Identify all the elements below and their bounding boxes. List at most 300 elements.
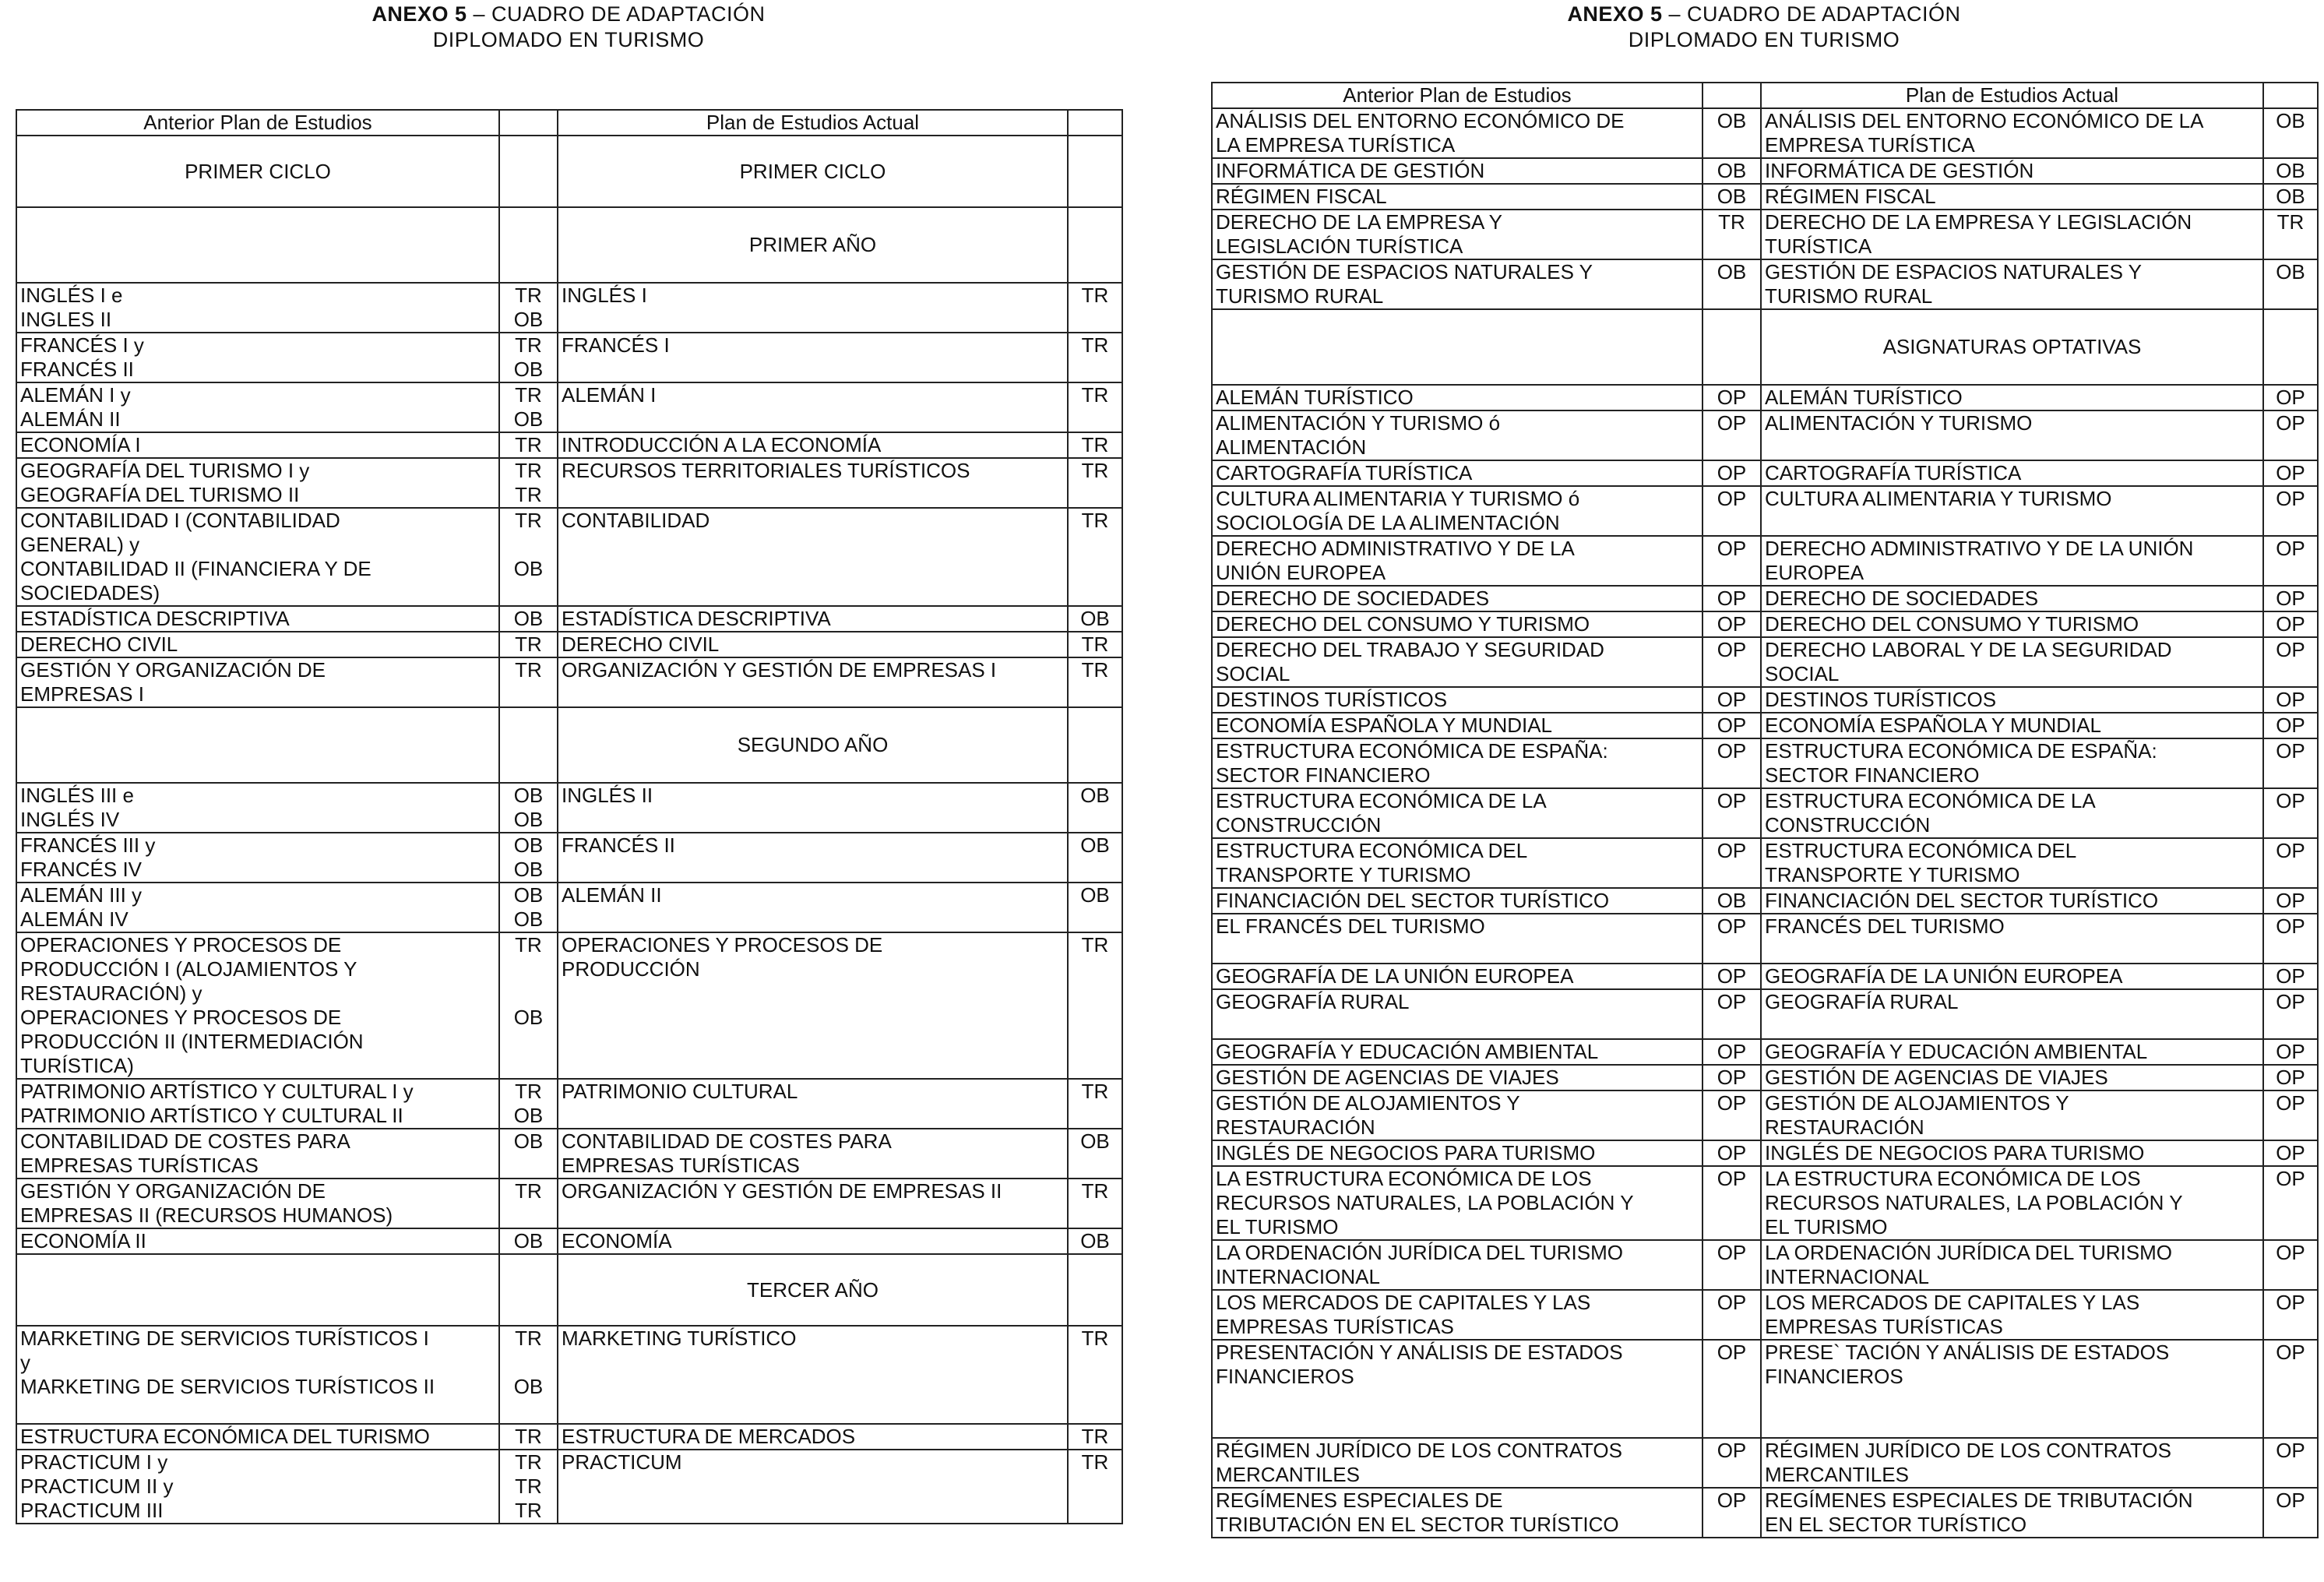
cell-line: FINANCIEROS xyxy=(1216,1365,1354,1388)
cell-line: ALEMÁN I y xyxy=(20,383,131,407)
old-code-cell xyxy=(1703,1290,1761,1340)
cell-line: TR xyxy=(515,509,542,532)
cell-line: SECTOR FINANCIERO xyxy=(1216,763,1431,787)
old-code-cell xyxy=(1703,385,1761,410)
table-row xyxy=(1212,536,2318,586)
cell-line: DERECHO ADMINISTRATIVO Y DE LA xyxy=(1216,537,1575,560)
cell-line: EL FRANCÉS DEL TURISMO xyxy=(1216,914,1485,938)
cell-line: REGÍMENES ESPECIALES DE xyxy=(1216,1489,1503,1512)
cell-line: GESTIÓN Y ORGANIZACIÓN DE xyxy=(20,658,326,682)
cell-line: OP xyxy=(1717,990,1747,1013)
old-code-cell xyxy=(499,1326,558,1424)
new-subject-cell xyxy=(1761,1065,2263,1090)
old-code-cell xyxy=(1703,989,1761,1039)
new-subject-cell xyxy=(1761,385,2263,410)
new-code-cell: OP xyxy=(2263,738,2318,788)
cell-line: CONTABILIDAD DE COSTES PARA xyxy=(562,1129,892,1153)
table-row xyxy=(16,657,1122,707)
old-subject-cell xyxy=(1212,637,1703,687)
section-row xyxy=(16,707,1122,783)
cell-line: OP xyxy=(1717,587,1747,610)
right-title-rest: – CUADRO DE ADAPTACIÓN xyxy=(1662,2,1961,26)
old-code-cell xyxy=(1703,687,1761,713)
old-code-cell xyxy=(1703,637,1761,687)
old-subject-cell xyxy=(1212,460,1703,486)
cell-line xyxy=(502,981,555,1006)
old-subject-cell xyxy=(1212,486,1703,536)
new-code-cell: OP xyxy=(2263,410,2318,460)
new-subject-cell xyxy=(1761,184,2263,210)
cell-line: SOCIEDADES) xyxy=(20,581,160,604)
cell-line: OP xyxy=(1717,964,1747,988)
cell-line: PRODUCCIÓN II (INTERMEDIACIÓN xyxy=(20,1030,364,1053)
cell-line: SOCIOLOGÍA DE LA ALIMENTACIÓN xyxy=(1216,511,1560,534)
cell-line: DERECHO DEL CONSUMO Y TURISMO xyxy=(1765,612,2139,636)
new-code-cell: TR xyxy=(1068,657,1122,707)
new-code-cell: OP xyxy=(2263,637,2318,687)
cell-line: OB xyxy=(513,607,544,630)
cell-line: OB xyxy=(513,1229,544,1253)
cell-line: EUROPEA xyxy=(1765,561,1864,584)
cell-line: GEOGRAFÍA DE LA UNIÓN EUROPEA xyxy=(1765,964,2123,988)
old-code-cell xyxy=(1703,460,1761,486)
cell-line: ESTADÍSTICA DESCRIPTIVA xyxy=(562,607,831,630)
cell-line: EMPRESAS TURÍSTICAS xyxy=(1765,1315,2003,1338)
cell-line: TRANSPORTE Y TURISMO xyxy=(1765,863,2020,886)
cell-line: LOS MERCADOS DE CAPITALES Y LAS xyxy=(1765,1291,2140,1314)
table-row xyxy=(16,783,1122,833)
cell-line: PRODUCCIÓN I (ALOJAMIENTOS Y xyxy=(20,957,357,981)
new-subject-cell xyxy=(558,458,1068,508)
cell-line: ALEMÁN III y xyxy=(20,883,143,907)
new-subject-cell xyxy=(558,606,1068,632)
cell-line: CONTABILIDAD xyxy=(562,509,710,532)
new-code-cell: OB xyxy=(1068,1129,1122,1179)
old-subject-cell xyxy=(1212,738,1703,788)
cell-line: INGLÉS IV xyxy=(20,808,120,831)
old-code-cell xyxy=(1703,914,1761,964)
new-code-cell: OP xyxy=(2263,687,2318,713)
new-subject-cell xyxy=(558,1228,1068,1254)
cell-line: LA EMPRESA TURÍSTICA xyxy=(1216,133,1456,157)
old-code-cell xyxy=(1703,1039,1761,1065)
cell-line xyxy=(502,1030,555,1054)
cell-line: LEGISLACIÓN TURÍSTICA xyxy=(1216,234,1463,258)
cell-line: FRANCÉS III y xyxy=(20,833,156,857)
cell-line: RECURSOS NATURALES, LA POBLACIÓN Y xyxy=(1765,1191,2183,1214)
cell-line: FINANCIACIÓN DEL SECTOR TURÍSTICO xyxy=(1765,889,2159,912)
cell-line xyxy=(20,1399,495,1423)
cell-line: ALEMÁN TURÍSTICO xyxy=(1216,386,1414,409)
cell-line: TURÍSTICA xyxy=(1765,234,1872,258)
new-code-cell: OP xyxy=(2263,1438,2318,1488)
cell-line: ECONOMÍA xyxy=(562,1229,672,1253)
old-subject-cell xyxy=(1212,1039,1703,1065)
old-subject-cell xyxy=(16,1326,499,1424)
new-subject-cell xyxy=(558,333,1068,382)
cell-line: REGÍMENES ESPECIALES DE TRIBUTACIÓN xyxy=(1765,1489,2193,1512)
cell-line: TR xyxy=(515,459,542,482)
old-code-cell xyxy=(1703,1090,1761,1140)
cell-line: CULTURA ALIMENTARIA Y TURISMO ó xyxy=(1216,487,1580,510)
old-code-cell xyxy=(1703,1140,1761,1166)
old-subject-cell xyxy=(16,632,499,657)
section-row xyxy=(16,1254,1122,1326)
old-subject-cell xyxy=(16,333,499,382)
cell-line: ESTRUCTURA ECONÓMICA DEL TURISMO xyxy=(20,1425,430,1448)
cell-line: OP xyxy=(1717,914,1747,938)
cell-line: RÉGIMEN FISCAL xyxy=(1765,185,1936,208)
header-row xyxy=(16,110,1122,136)
old-code-cell xyxy=(499,632,558,657)
old-code-cell xyxy=(1703,210,1761,259)
cell-line: OB xyxy=(513,358,544,381)
new-code-cell: OP xyxy=(2263,989,2318,1039)
new-subject-cell xyxy=(1761,108,2263,158)
new-code-cell: TR xyxy=(1068,508,1122,606)
table-row xyxy=(1212,637,2318,687)
cell-line: OP xyxy=(1717,411,1747,435)
table-row xyxy=(1212,460,2318,486)
old-code-cell xyxy=(1703,611,1761,637)
cell-line: DERECHO DEL CONSUMO Y TURISMO xyxy=(1216,612,1590,636)
new-code-cell: OB xyxy=(1068,606,1122,632)
cell-line: PATRIMONIO ARTÍSTICO Y CULTURAL II xyxy=(20,1104,403,1127)
table-row xyxy=(16,632,1122,657)
cell-line: ALEMÁN II xyxy=(20,407,121,431)
left-title-rest: – CUADRO DE ADAPTACIÓN xyxy=(467,2,766,26)
section-old xyxy=(16,207,499,283)
cell-line: OP xyxy=(1717,739,1747,763)
new-subject-cell xyxy=(1761,486,2263,536)
header-new-plan: Plan de Estudios Actual xyxy=(558,110,1068,136)
cell-line: GESTIÓN DE ALOJAMIENTOS Y xyxy=(1216,1091,1520,1115)
cell-line: OP xyxy=(1717,1040,1747,1063)
old-code-cell xyxy=(499,508,558,606)
cell-line xyxy=(502,1399,555,1423)
table-row xyxy=(1212,687,2318,713)
cell-line: TRIBUTACIÓN EN EL SECTOR TURÍSTICO xyxy=(1216,1513,1619,1536)
new-code-cell: TR xyxy=(1068,932,1122,1079)
cell-line: CONTABILIDAD II (FINANCIERA Y DE xyxy=(20,557,371,580)
new-subject-cell xyxy=(1761,259,2263,309)
old-code-cell xyxy=(1703,184,1761,210)
table-row xyxy=(16,606,1122,632)
cell-line: ESTRUCTURA ECONÓMICA DE ESPAÑA: xyxy=(1765,739,2157,763)
cell-line: y xyxy=(20,1351,30,1374)
table-row xyxy=(16,432,1122,458)
old-code-cell xyxy=(1703,1438,1761,1488)
cell-line: OB xyxy=(513,1104,544,1127)
new-subject-cell xyxy=(1761,888,2263,914)
new-code-cell: TR xyxy=(1068,458,1122,508)
new-subject-cell xyxy=(558,1179,1068,1228)
cell-line: UNIÓN EUROPEA xyxy=(1216,561,1386,584)
section-old xyxy=(16,1254,499,1326)
new-code-cell: OP xyxy=(2263,536,2318,586)
new-subject-cell xyxy=(558,1079,1068,1129)
cell-line: DERECHO CIVIL xyxy=(20,632,178,656)
old-subject-cell xyxy=(16,1179,499,1228)
new-code-cell: OB xyxy=(1068,1228,1122,1254)
section-new-code xyxy=(1068,1254,1122,1326)
cell-line: ECONOMÍA ESPAÑOLA Y MUNDIAL xyxy=(1216,713,1553,737)
old-code-cell xyxy=(1703,1166,1761,1240)
cell-line: PRESENTACIÓN Y ANÁLISIS DE ESTADOS xyxy=(1216,1341,1623,1364)
section-new: PRIMER CICLO xyxy=(558,136,1068,207)
cell-line: GEOGRAFÍA RURAL xyxy=(1765,990,1959,1013)
table-row xyxy=(16,1424,1122,1450)
header-row xyxy=(1212,83,2318,108)
old-subject-cell xyxy=(1212,259,1703,309)
cell-line: GEOGRAFÍA Y EDUCACIÓN AMBIENTAL xyxy=(1216,1040,1599,1063)
cell-line: EMPRESAS TURÍSTICAS xyxy=(1216,1315,1454,1338)
old-subject-cell xyxy=(1212,1340,1703,1438)
cell-line: DERECHO DEL TRABAJO Y SEGURIDAD xyxy=(1216,638,1604,661)
cell-line: EMPRESA TURÍSTICA xyxy=(1765,133,1975,157)
new-code-cell: OB xyxy=(2263,108,2318,158)
table-row xyxy=(1212,1438,2318,1488)
old-subject-cell xyxy=(1212,611,1703,637)
cell-line xyxy=(502,581,555,605)
cell-line: OP xyxy=(1717,1141,1747,1164)
cell-line: PRESE` TACIÓN Y ANÁLISIS DE ESTADOS xyxy=(1765,1341,2170,1364)
cell-line: INGLÉS DE NEGOCIOS PARA TURISMO xyxy=(1216,1141,1596,1164)
new-subject-cell xyxy=(558,1424,1068,1450)
new-code-cell: OP xyxy=(2263,1039,2318,1065)
cell-line: CARTOGRAFÍA TURÍSTICA xyxy=(1765,461,2022,484)
new-code-cell: OP xyxy=(2263,1090,2318,1140)
cell-line: ORGANIZACIÓN Y GESTIÓN DE EMPRESAS I xyxy=(562,658,997,682)
old-subject-cell xyxy=(1212,410,1703,460)
old-subject-cell xyxy=(16,833,499,883)
section-row xyxy=(16,207,1122,283)
left-heading xyxy=(16,2,1122,53)
cell-line: OB xyxy=(513,1006,544,1029)
right-adaptation-table xyxy=(1211,82,2319,1538)
cell-line: OB xyxy=(513,557,544,580)
cell-line: ALIMENTACIÓN Y TURISMO xyxy=(1765,411,2033,435)
old-subject-cell xyxy=(1212,964,1703,989)
new-code-cell: OP xyxy=(2263,385,2318,410)
cell-line: INGLES II xyxy=(20,308,112,331)
cell-line: OB xyxy=(513,1129,544,1153)
new-subject-cell xyxy=(558,632,1068,657)
new-code-cell: TR xyxy=(1068,382,1122,432)
old-subject-cell xyxy=(1212,385,1703,410)
old-code-cell xyxy=(1703,259,1761,309)
new-code-cell: OB xyxy=(2263,259,2318,309)
old-code-cell xyxy=(499,382,558,432)
old-subject-cell xyxy=(1212,713,1703,738)
cell-line: MARKETING DE SERVICIOS TURÍSTICOS I xyxy=(20,1327,429,1350)
new-subject-cell xyxy=(1761,1090,2263,1140)
new-code-cell: OP xyxy=(2263,1140,2318,1166)
cell-line: CULTURA ALIMENTARIA Y TURISMO xyxy=(1765,487,2112,510)
cell-line: OB xyxy=(1717,109,1747,132)
section-new: ASIGNATURAS OPTATIVAS xyxy=(1761,309,2263,385)
right-annex-label: ANEXO 5 xyxy=(1567,2,1663,26)
cell-line: RÉGIMEN JURÍDICO DE LOS CONTRATOS xyxy=(1216,1439,1622,1462)
table-row xyxy=(16,1450,1122,1524)
cell-line: GESTIÓN Y ORGANIZACIÓN DE xyxy=(20,1179,326,1203)
new-code-cell: TR xyxy=(1068,333,1122,382)
cell-line: OP xyxy=(1717,1241,1747,1264)
old-subject-cell xyxy=(1212,687,1703,713)
cell-line xyxy=(1216,1014,1699,1038)
new-code-cell: OP xyxy=(2263,460,2318,486)
old-code-cell xyxy=(1703,964,1761,989)
cell-line: RESTAURACIÓN) y xyxy=(20,981,202,1005)
cell-line: OB xyxy=(1717,260,1747,284)
new-code-cell: OB xyxy=(1068,783,1122,833)
new-code-cell: TR xyxy=(1068,1450,1122,1524)
table-row xyxy=(1212,410,2318,460)
cell-line: OP xyxy=(1717,1167,1747,1190)
section-row xyxy=(1212,309,2318,385)
new-code-cell: OP xyxy=(2263,1488,2318,1538)
new-code-cell: TR xyxy=(1068,283,1122,333)
cell-line: TR xyxy=(515,1080,542,1103)
table-row xyxy=(1212,914,2318,964)
cell-line: TR xyxy=(515,1425,542,1448)
cell-line: GESTIÓN DE ALOJAMIENTOS Y xyxy=(1765,1091,2069,1115)
table-row xyxy=(1212,738,2318,788)
cell-line: GESTIÓN DE ESPACIOS NATURALES Y xyxy=(1765,260,2143,284)
cell-line: PATRIMONIO CULTURAL xyxy=(562,1080,798,1103)
old-subject-cell xyxy=(1212,108,1703,158)
table-row xyxy=(16,1079,1122,1129)
cell-line: INTERNACIONAL xyxy=(1216,1265,1380,1288)
cell-line: DERECHO DE SOCIEDADES xyxy=(1216,587,1490,610)
old-subject-cell xyxy=(1212,914,1703,964)
old-code-cell xyxy=(1703,586,1761,611)
cell-line xyxy=(502,1154,555,1178)
table-row xyxy=(1212,1039,2318,1065)
section-new-code xyxy=(2263,309,2318,385)
cell-line: TR xyxy=(515,1450,542,1474)
new-subject-cell xyxy=(558,932,1068,1079)
cell-line: DERECHO DE SOCIEDADES xyxy=(1765,587,2039,610)
left-subtitle: DIPLOMADO EN TURISMO xyxy=(432,28,705,51)
cell-line: OP xyxy=(1717,612,1747,636)
table-row xyxy=(16,333,1122,382)
cell-line: OP xyxy=(1717,1439,1747,1462)
cell-line: GEOGRAFÍA DEL TURISMO I y xyxy=(20,459,310,482)
cell-line: OB xyxy=(513,1375,544,1398)
cell-line xyxy=(502,1351,555,1375)
cell-line: DERECHO LABORAL Y DE LA SEGURIDAD xyxy=(1765,638,2172,661)
old-subject-cell xyxy=(1212,1488,1703,1538)
old-subject-cell xyxy=(16,508,499,606)
cell-line: TR xyxy=(515,1475,542,1498)
section-new-code xyxy=(1068,707,1122,783)
section-old xyxy=(16,707,499,783)
cell-line: DERECHO ADMINISTRATIVO Y DE LA UNIÓN xyxy=(1765,537,2194,560)
old-subject-cell xyxy=(1212,1065,1703,1090)
cell-line: TR xyxy=(515,1499,542,1522)
new-subject-cell xyxy=(1761,1039,2263,1065)
old-subject-cell xyxy=(1212,989,1703,1039)
cell-line: TR xyxy=(515,333,542,357)
cell-line: INGLÉS I e xyxy=(20,284,123,307)
cell-line: TURISMO RURAL xyxy=(1216,284,1384,308)
cell-line: ESTRUCTURA ECONÓMICA DE LA xyxy=(1765,789,2096,812)
old-subject-cell xyxy=(16,1129,499,1179)
new-subject-cell xyxy=(558,657,1068,707)
new-code-cell: OP xyxy=(2263,713,2318,738)
cell-line: ESTRUCTURA ECONÓMICA DEL xyxy=(1216,839,1528,862)
table-row xyxy=(1212,1240,2318,1290)
cell-line: MARKETING TURÍSTICO xyxy=(562,1327,797,1350)
left-adaptation-table xyxy=(16,109,1123,1524)
table-row xyxy=(16,1129,1122,1179)
section-old-code xyxy=(499,1254,558,1326)
cell-line: INFORMÁTICA DE GESTIÓN xyxy=(1765,159,2034,182)
cell-line: TR xyxy=(515,483,542,506)
cell-line: FRANCÉS I xyxy=(562,333,670,357)
cell-line: TR xyxy=(515,1327,542,1350)
cell-line: EMPRESAS TURÍSTICAS xyxy=(562,1154,800,1177)
old-code-cell xyxy=(499,783,558,833)
cell-line: OB xyxy=(513,808,544,831)
cell-line: ALEMÁN I xyxy=(562,383,657,407)
cell-line: ANÁLISIS DEL ENTORNO ECONÓMICO DE LA xyxy=(1765,109,2204,132)
cell-line: OPERACIONES Y PROCESOS DE xyxy=(20,933,342,957)
new-code-cell: OB xyxy=(2263,184,2318,210)
cell-line: OP xyxy=(1717,487,1747,510)
cell-line: INGLÉS DE NEGOCIOS PARA TURISMO xyxy=(1765,1141,2145,1164)
old-subject-cell xyxy=(16,932,499,1079)
new-code-cell: OB xyxy=(2263,158,2318,184)
cell-line: ALEMÁN IV xyxy=(20,907,129,931)
cell-line: RÉGIMEN JURÍDICO DE LOS CONTRATOS xyxy=(1765,1439,2171,1462)
cell-line: FRANCÉS II xyxy=(20,358,134,381)
new-subject-cell xyxy=(1761,536,2263,586)
cell-line: ECONOMÍA ESPAÑOLA Y MUNDIAL xyxy=(1765,713,2102,737)
cell-line: CONSTRUCCIÓN xyxy=(1765,813,1931,837)
header-old-plan: Anterior Plan de Estudios xyxy=(16,110,499,136)
new-code-cell: TR xyxy=(1068,1179,1122,1228)
header-old-code xyxy=(499,110,558,136)
table-row xyxy=(1212,259,2318,309)
cell-line: OB xyxy=(1717,185,1747,208)
cell-line: OB xyxy=(513,858,544,881)
cell-line: OP xyxy=(1717,461,1747,484)
cell-line: OP xyxy=(1717,1291,1747,1314)
new-code-cell: TR xyxy=(1068,1326,1122,1424)
cell-line: ESTRUCTURA DE MERCADOS xyxy=(562,1425,856,1448)
cell-line xyxy=(1216,1413,1699,1437)
cell-line: PRACTICUM III xyxy=(20,1499,164,1522)
cell-line: SOCIAL xyxy=(1216,662,1291,685)
old-subject-cell xyxy=(16,432,499,458)
table-row xyxy=(16,932,1122,1079)
cell-line: OP xyxy=(1717,537,1747,560)
cell-line: ALIMENTACIÓN Y TURISMO ó xyxy=(1216,411,1501,435)
old-subject-cell xyxy=(1212,888,1703,914)
old-subject-cell xyxy=(16,1450,499,1524)
cell-line: PRACTICUM II y xyxy=(20,1475,174,1498)
cell-line: DESTINOS TURÍSTICOS xyxy=(1216,688,1448,711)
new-code-cell: OP xyxy=(2263,838,2318,888)
cell-line: ESTADÍSTICA DESCRIPTIVA xyxy=(20,607,290,630)
table-row xyxy=(1212,184,2318,210)
right-subtitle: DIPLOMADO EN TURISMO xyxy=(1628,28,1900,51)
section-new-code xyxy=(1068,136,1122,207)
table-row xyxy=(1212,1290,2318,1340)
cell-line: TR xyxy=(1718,210,1745,234)
